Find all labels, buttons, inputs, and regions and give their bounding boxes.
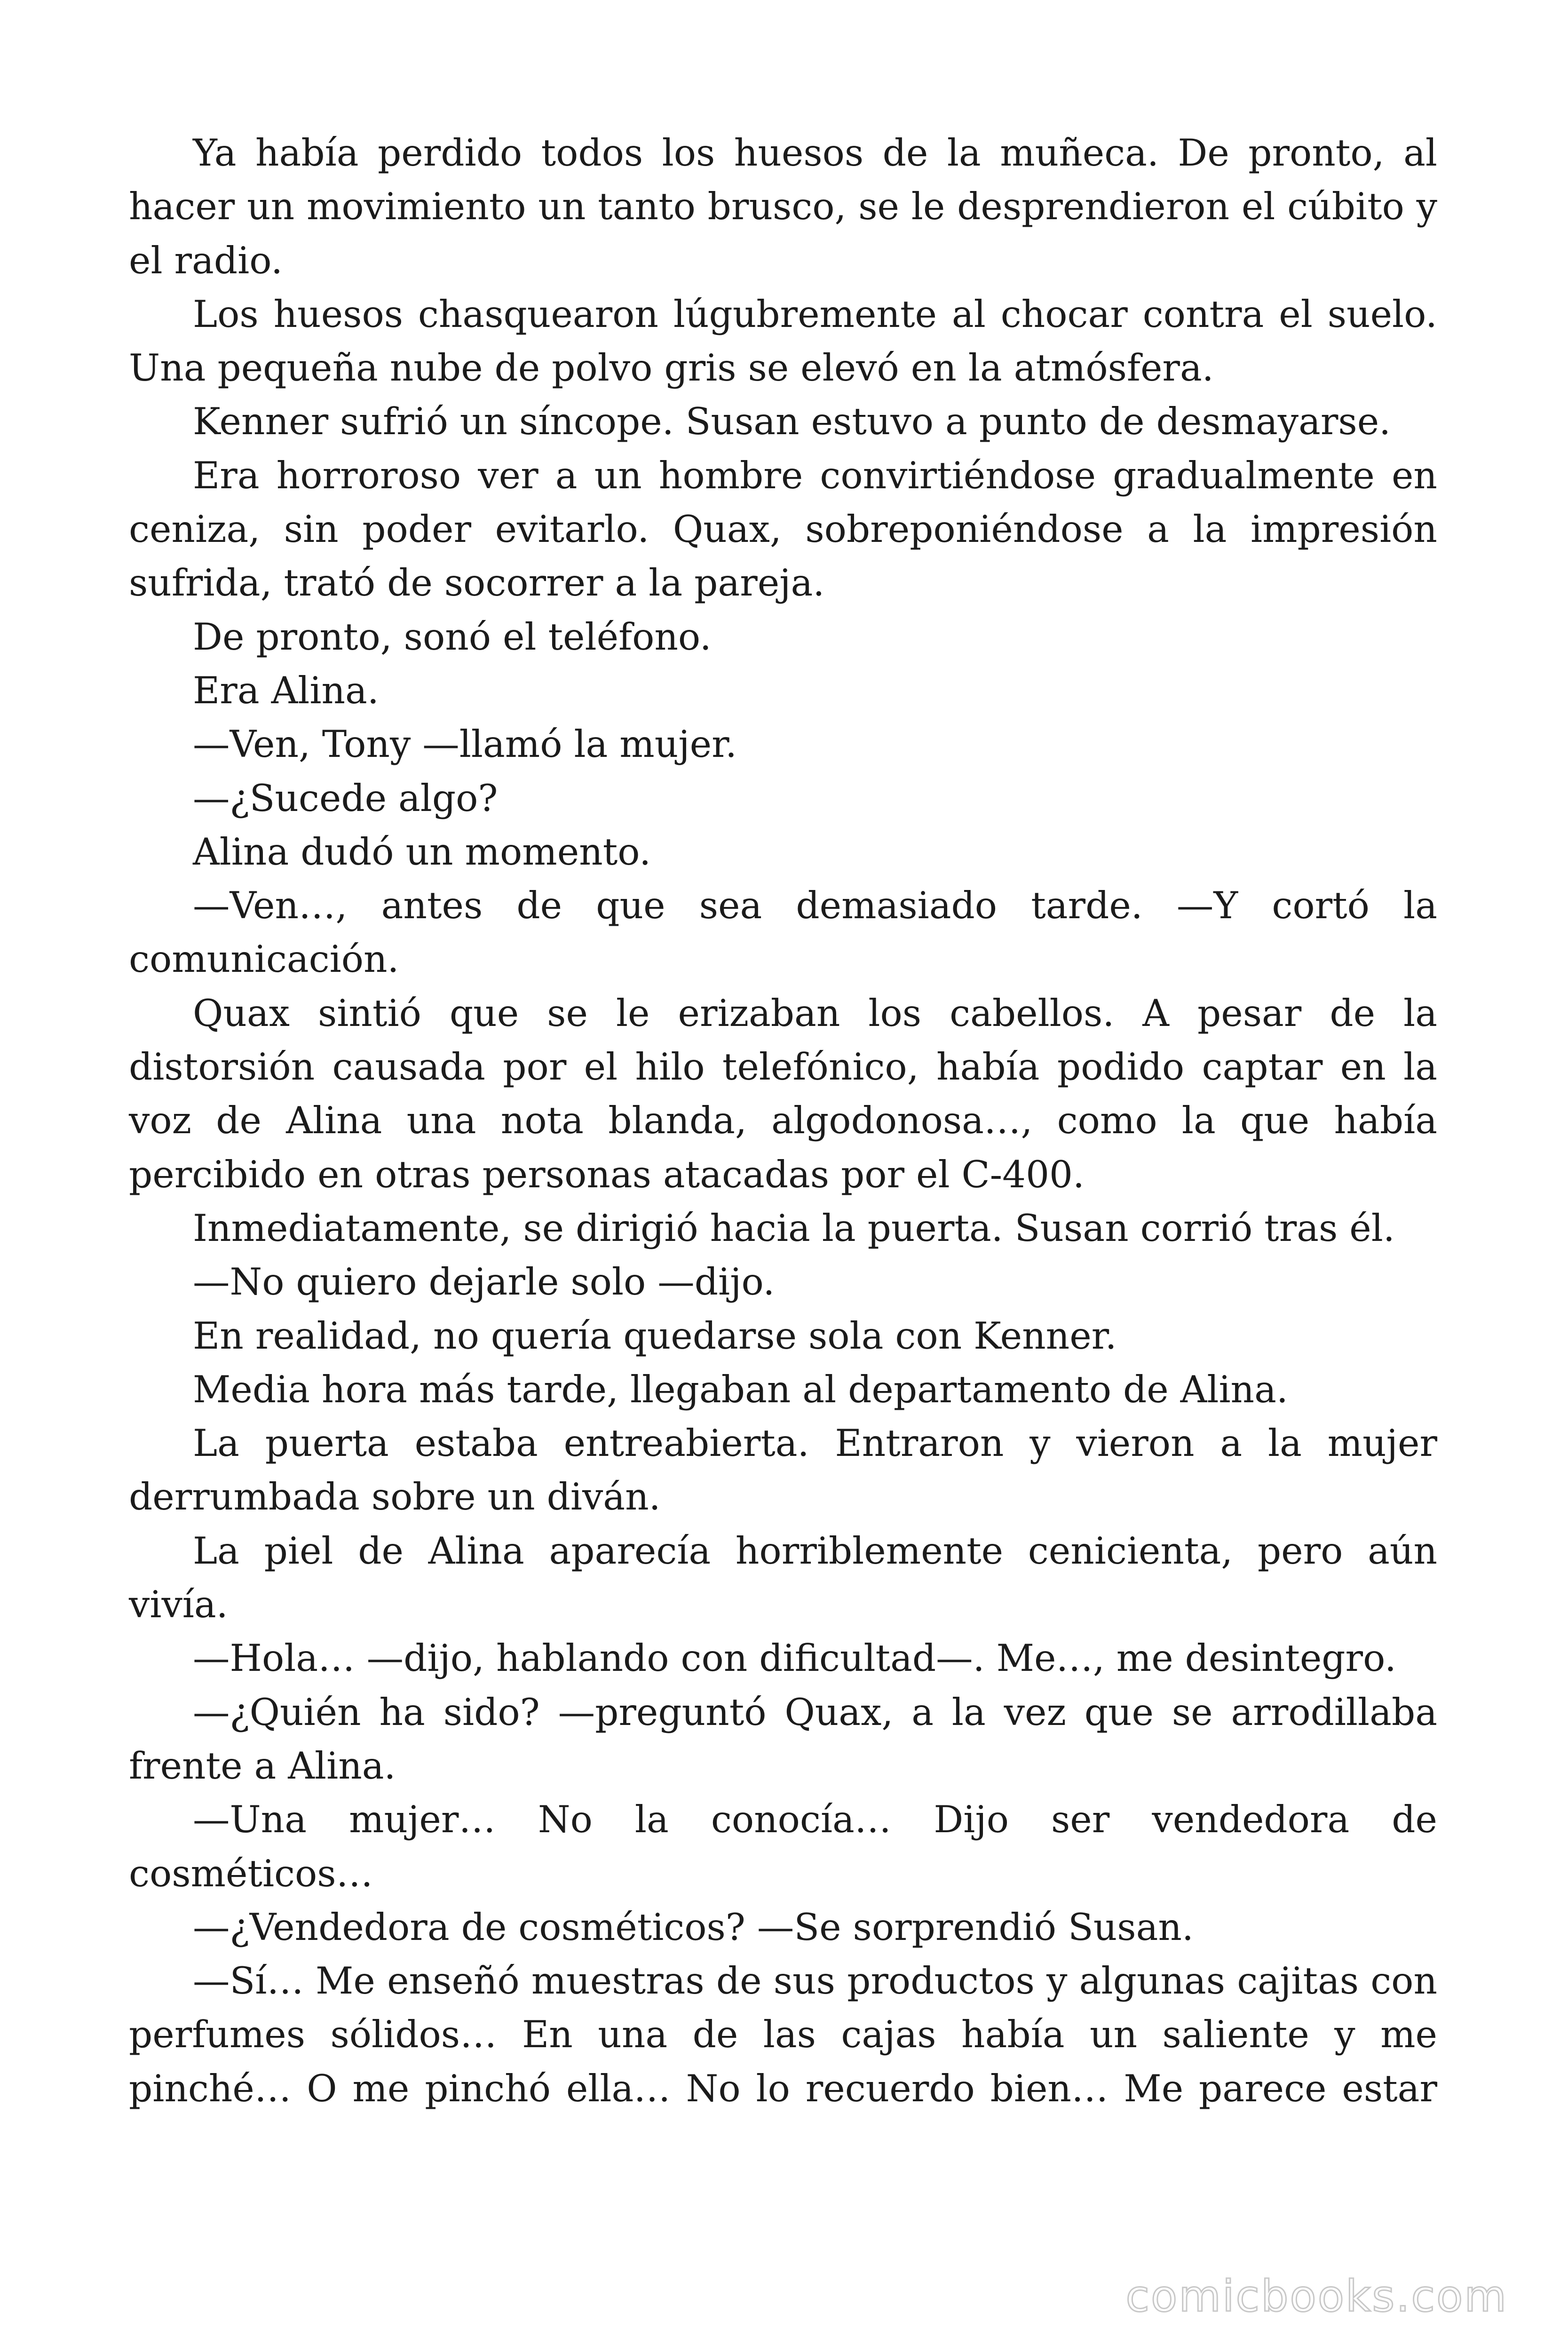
- paragraph: Alina dudó un momento.: [193, 830, 651, 874]
- paragraph: —No quiero dejarle solo —dijo.: [193, 1260, 775, 1304]
- paragraph: —Ven, Tony —llamó la mujer.: [193, 723, 737, 766]
- paragraph: De pronto, sonó el teléfono.: [193, 615, 712, 659]
- paragraph: Los huesos chasquearon lúgubremente al chocar contra el suelo. Una pequeña nube de polvo gris se elevó en la atmósfera.: [129, 292, 1437, 390]
- paragraph: —Hola… —dijo, hablando con dificultad—. Me…, me desintegro.: [193, 1637, 1396, 1680]
- paragraph: Era Alina.: [193, 668, 379, 712]
- paragraph: —¿Quién ha sido? —preguntó Quax, a la vez que se arrodillaba frente a Alina.: [129, 1690, 1437, 1788]
- paragraph: La piel de Alina aparecía horriblemente cenicienta, pero aún vivía.: [129, 1529, 1437, 1627]
- watermark: comicbooks.com: [1125, 2271, 1508, 2321]
- paragraph: Kenner sufrió un síncope. Susan estuvo a punto de desmayarse.: [193, 400, 1391, 444]
- paragraph: —Una mujer… No la conocía… Dijo ser vendedora de cosméticos…: [129, 1798, 1437, 1895]
- paragraph: La puerta estaba entreabierta. Entraron y vieron a la mujer derrumbada sobre un diván.: [129, 1422, 1437, 1519]
- paragraph: —Ven…, antes de que sea demasiado tarde. —Y cortó la comunicación.: [129, 884, 1437, 981]
- paragraph: —Sí… Me enseñó muestras de sus productos y algunas cajitas con perfumes sólidos… En una de las cajas había un saliente y me pinché… O me pinchó ella… No lo recuerdo bien… Me parece estar: [129, 1959, 1437, 2110]
- paragraph: Ya había perdido todos los huesos de la muñeca. De pronto, al hacer un movimiento un tanto brusco, se le desprendieron el cúbito y el radio.: [129, 131, 1437, 282]
- page-text-column: [129, 126, 1437, 2115]
- paragraph: En realidad, no quería quedarse sola con Kenner.: [193, 1314, 1117, 1358]
- paragraph: —¿Vendedora de cosméticos? —Se sorprendió Susan.: [193, 1905, 1194, 1949]
- paragraph: —¿Sucede algo?: [193, 776, 498, 820]
- paragraph: Inmediatamente, se dirigió hacia la puerta. Susan corrió tras él.: [193, 1206, 1395, 1250]
- paragraph: Era horroroso ver a un hombre convirtiéndose gradualmente en ceniza, sin poder evitarlo. Quax, sobreponiéndose a la impresión sufrida, trató de socorrer a la pareja.: [129, 453, 1437, 605]
- paragraph: Quax sintió que se le erizaban los cabellos. A pesar de la distorsión causada por el hilo telefónico, había podido captar en la voz de Alina una nota blanda, algodonosa…, como la que había percibido en otras personas atacadas por el C-400.: [129, 991, 1437, 1196]
- paragraph: Media hora más tarde, llegaban al departamento de Alina.: [193, 1367, 1288, 1411]
